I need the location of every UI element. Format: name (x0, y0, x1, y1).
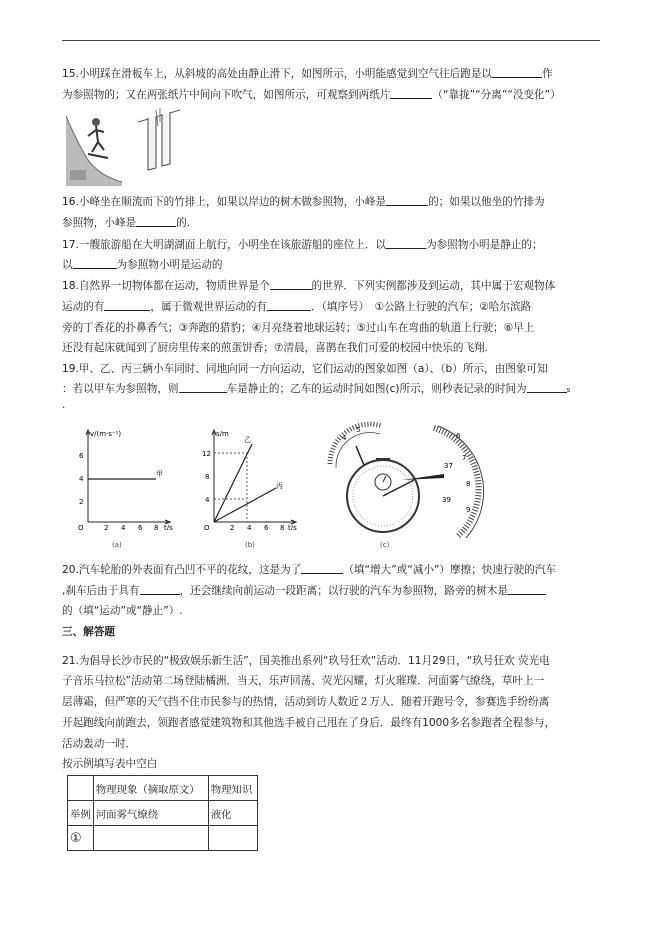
fig-a-caption: (a) (112, 541, 122, 549)
fig-c-large-dial-39: 39 (442, 496, 451, 504)
fig-b-series-yi: 乙 (244, 436, 251, 444)
fig-b-ytick-8: 8 (205, 473, 210, 481)
q20-text-2a: ,刹车后由于具有 (62, 585, 140, 597)
fig-a-ytick-6: 6 (79, 452, 84, 460)
q15-text-2b: （“靠拢”“分离”“没变化”） (432, 89, 561, 101)
fig-b-xtick-8: 8 (280, 524, 285, 530)
fig-b-series-bing: 丙 (276, 482, 283, 490)
q20-blank-3 (508, 584, 546, 595)
q18-text-2a: 运动的有 (62, 301, 105, 313)
q18-text-1a: 18.自然界一切物体都在运动，物质世界是个 (62, 280, 270, 292)
fig-b-xtick-2: 2 (230, 524, 235, 530)
figure-b-st-graph (202, 426, 302, 530)
fig-a-ytick-2: 2 (79, 498, 84, 506)
q20-text-1a: 20.汽车轮胎的外表面有凸凹不平的花纹，这是为了 (62, 564, 302, 576)
fig-a-xlabel: t/s (164, 524, 173, 530)
table-cell-example-label: 举例 (68, 801, 94, 826)
fig-a-xtick-6: 6 (138, 524, 143, 530)
fig-b-xtick-4: 4 (247, 524, 252, 530)
fig-b-ytick-12: 12 (202, 450, 211, 458)
q18-line4: 还没有起床就闻到了厨房里传来的煎蛋饼香；⑦清晨，喜鹊在我们可爱的校园中快乐的飞翔. (62, 342, 489, 354)
q21-line1: 21.为倡导长沙市民的“极致娱乐新生活”，国美推出系列“玖号狂欢”活动．11月29日，“玖号狂欢 荧光电 (62, 655, 550, 667)
q15-blank-1 (492, 67, 542, 78)
q18-blank-3 (267, 300, 311, 311)
q18-text-1b: 的世界．下列实例都涉及到运动，其中属于宏观物体 (311, 280, 556, 292)
q16-blank-1 (386, 195, 428, 206)
table-cell-example-phenomenon: 河面雾气缭绕 (93, 801, 208, 826)
q15-line2 (62, 88, 561, 102)
q19-line2 (62, 382, 570, 397)
q15-text-2a: 为参照物的；又在两张纸片中间向下吹气，如图所示，可观察到两纸片 (62, 89, 391, 101)
q21-line5: 活动轰动一时． (62, 738, 137, 750)
q19-line3: . (62, 399, 66, 411)
fig-b-caption: (b) (245, 541, 255, 549)
table-header-phenomenon: 物理现象（摘取原文） (93, 776, 208, 801)
q17-blank-1 (386, 238, 426, 249)
q20-line1 (62, 563, 556, 577)
fig-b-line-yi (214, 444, 252, 522)
q19-blank-2 (527, 382, 567, 393)
fig-b-xtick-6: 6 (264, 524, 269, 530)
q20-text-1b: （填“增大”或“减小”）摩擦；快速行驶的汽车 (343, 564, 556, 576)
q21-line4: 开起跑线向前跑去，领跑者感觉建筑物和其他选手被自己甩在了身后．最终有1000多名参跑者全程参与， (62, 717, 556, 729)
fig-c-large-dial-7: 7 (462, 454, 467, 462)
q18-line3: 旁的丁香花的扑鼻香气；③奔跑的猎豹；④月亮绕着地球运转；⑤过山车在弯曲的轨道上行驶；⑥早上 (62, 322, 535, 334)
q17-line1 (62, 238, 543, 252)
table-cell-example-knowledge: 液化 (208, 801, 257, 826)
q15-text-1a: 15.小明踩在滑板车上，从斜坡的高处由静止滑下，如图所示，小明能感觉到空气往后跑是以 (62, 68, 493, 80)
q15-line1 (62, 67, 553, 81)
q17-text-1b: 为参照物小明是静止的； (426, 239, 543, 251)
fig-c-large-dial-8: 8 (466, 480, 471, 488)
fig-c-large-dial-9: 9 (466, 506, 471, 514)
figure-c-stopwatch (326, 420, 486, 542)
q18-text-2c: ．（填序号） ①公路上行驶的汽车；②哈尔滨路 (310, 301, 532, 313)
q20-line2 (62, 584, 546, 598)
q16-line2 (62, 216, 190, 230)
fig-c-large-dial-6: 6 (456, 432, 461, 440)
q16-text-2b: 的. (176, 217, 191, 229)
q18-blank-2 (104, 300, 150, 311)
fig-b-origin: O (204, 524, 210, 530)
q17-text-1a: 17.一艘旅游船在大明湖湖面上航行，小明坐在该旅游船的座位上．以 (62, 239, 387, 251)
skateboard-slope-figure (66, 110, 122, 186)
q20-blank-2 (140, 584, 180, 595)
q19-line1: 19.甲、乙、丙三辆小车同时、同地向同一方向运动，它们运动的图象如图（a）、（b）所示，由图象可知 (62, 363, 548, 375)
fig-a-ylabel: v/(m·s⁻¹) (90, 430, 122, 438)
q21-line6: 按示例填写表中空白 (62, 758, 158, 770)
q18-text-2b: ，属于微观世界运动的有 (150, 301, 267, 313)
table-cell-row1-phenomenon[interactable] (93, 826, 208, 851)
fig-a-series-jia: 甲 (156, 470, 163, 478)
q20-line3 (62, 604, 183, 618)
table-header-knowledge: 物理知识 (208, 776, 257, 801)
table-row (68, 801, 258, 826)
fig-b-ytick-4: 4 (205, 496, 210, 504)
fig-a-xtick-2: 2 (104, 524, 109, 530)
header-rule (62, 40, 600, 41)
q19-blank-1 (179, 382, 227, 393)
fig-b-xlabel: t/s (288, 524, 297, 530)
q16-text-2a: 参照物，小峰是 (62, 217, 137, 229)
q21-line3: 层薄霜，但严寒的天气挡不住市民参与的热情，活动到访人数近２万人．随着开跑号令，参赛选手纷纷离 (62, 696, 550, 708)
fig-a-xtick-8: 8 (154, 524, 159, 530)
q15-text-1b: 作 (542, 68, 553, 80)
fig-b-ylabel: s/m (216, 430, 229, 438)
fig-c-small-dial-4: 4 (342, 434, 347, 442)
table-cell-row1-knowledge[interactable] (208, 826, 257, 851)
q16-line1 (62, 195, 545, 209)
q20-text-3a: 的（填“运动”或“静止”）. (62, 605, 183, 617)
table-row (68, 826, 258, 851)
q17-text-2a: 以 (62, 259, 73, 271)
fig-c-small-dial-5: 5 (356, 426, 361, 434)
q17-blank-2 (73, 258, 117, 269)
q18-blank-1 (270, 279, 312, 290)
fig-a-ytick-4: 4 (79, 475, 84, 483)
q20-blank-1 (301, 563, 343, 574)
fig-c-caption: (c) (380, 541, 390, 549)
q19-text-2a: ：若以甲车为参照物，则 (62, 383, 179, 395)
q19-text-2c: s (566, 386, 571, 394)
fig-b-line-bing (214, 488, 276, 522)
q17-line2 (62, 258, 223, 272)
q21-line2: 子音乐马拉松”活动第二场登陆橘洲．当天，乐声回荡、荧光闪耀，灯火璀璨．河面雾气缭绕，草叶上一 (62, 675, 545, 687)
fig-a-xtick-4: 4 (121, 524, 126, 530)
q15-blank-2 (390, 88, 432, 99)
table-header-empty (68, 776, 94, 801)
q19-text-2b: 车是静止的；乙车的运动时间如图(c)所示，则秒表记录的时间为 (226, 383, 527, 395)
section-3-heading: 三、解答题 (62, 626, 115, 638)
figure-a-vt-graph (76, 426, 176, 530)
q16-text-1b: 的；如果以他坐的竹排为 (428, 196, 545, 208)
table-header-row (68, 776, 258, 801)
q16-text-1a: 16.小峰坐在顺流而下的竹排上，如果以岸边的树木做参照物，小峰是 (62, 196, 387, 208)
q17-text-2b: 为参照物小明是运动的 (116, 259, 223, 271)
q20-text-2b: ，还会继续向前运动一段距离；以行驶的汽车为参照物，路旁的树木是 (179, 585, 508, 597)
fig-c-large-dial-37: 37 (444, 462, 453, 470)
q18-line1 (62, 279, 555, 293)
fig-a-origin: O (78, 524, 84, 530)
two-paper-strips-figure (130, 108, 184, 172)
table-cell-row1-label: ① (68, 826, 94, 851)
answer-table (67, 775, 258, 851)
q18-line2 (62, 300, 531, 314)
q16-blank-2 (136, 216, 176, 227)
